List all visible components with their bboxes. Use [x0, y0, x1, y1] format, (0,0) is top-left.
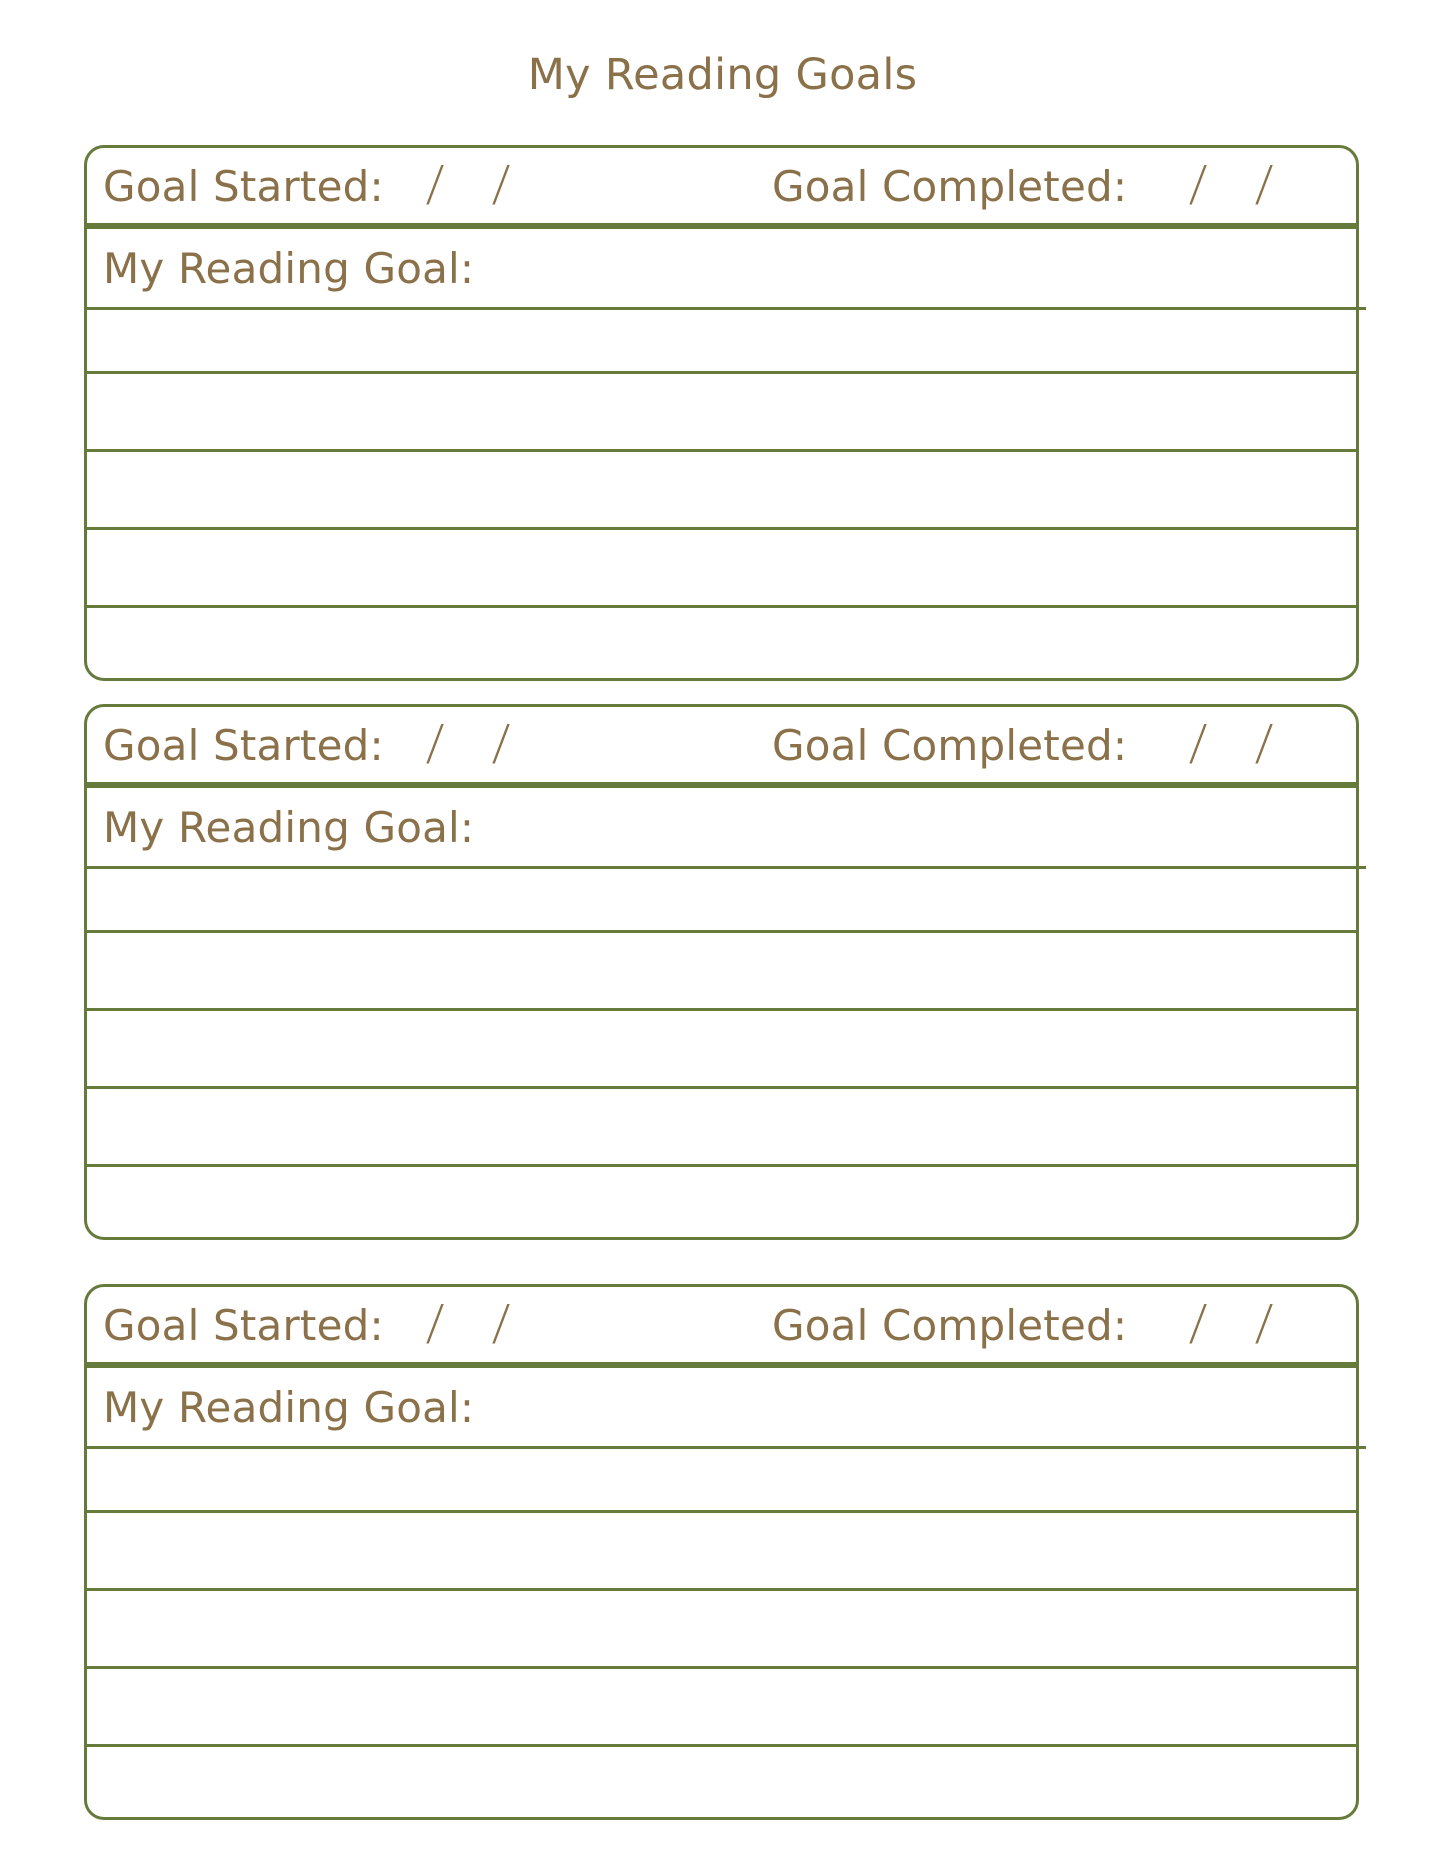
goal-completed-label: Goal Completed: [772, 1301, 1128, 1350]
reading-goal-card [84, 704, 1359, 1240]
date-separator: / [425, 715, 446, 771]
goal-started-label: Goal Started: [103, 1301, 384, 1350]
date-separator: / [1254, 156, 1275, 212]
header-divider [84, 782, 1359, 788]
writing-line [87, 866, 1366, 869]
header-divider [84, 223, 1359, 229]
writing-line [84, 1744, 1359, 1747]
date-separator: / [1188, 156, 1209, 212]
date-separator: / [425, 156, 446, 212]
writing-line [87, 307, 1366, 310]
writing-line [84, 1510, 1359, 1513]
header-divider [84, 1362, 1359, 1368]
reading-goal-card [84, 1284, 1359, 1820]
writing-line [84, 1086, 1359, 1089]
writing-line [84, 605, 1359, 608]
date-separator: / [1254, 715, 1275, 771]
writing-line [84, 1164, 1359, 1167]
goal-completed-label: Goal Completed: [772, 162, 1128, 211]
date-separator: / [1254, 1295, 1275, 1351]
date-separator: / [491, 715, 512, 771]
page-title: My Reading Goals [527, 50, 918, 100]
writing-line [84, 371, 1359, 374]
writing-line [84, 527, 1359, 530]
writing-line [84, 449, 1359, 452]
date-separator: / [1188, 1295, 1209, 1351]
goal-started-label: Goal Started: [103, 162, 384, 211]
reading-goal-label: My Reading Goal: [103, 803, 475, 852]
goal-completed-label: Goal Completed: [772, 721, 1128, 770]
writing-line [84, 1666, 1359, 1669]
writing-line [84, 1588, 1359, 1591]
writing-line [87, 1446, 1366, 1449]
date-separator: / [425, 1295, 446, 1351]
writing-line [84, 930, 1359, 933]
writing-line [84, 1008, 1359, 1011]
date-separator: / [491, 156, 512, 212]
reading-goal-card [84, 145, 1359, 681]
date-separator: / [1188, 715, 1209, 771]
reading-goal-label: My Reading Goal: [103, 244, 475, 293]
reading-goal-label: My Reading Goal: [103, 1383, 475, 1432]
goal-started-label: Goal Started: [103, 721, 384, 770]
date-separator: / [491, 1295, 512, 1351]
